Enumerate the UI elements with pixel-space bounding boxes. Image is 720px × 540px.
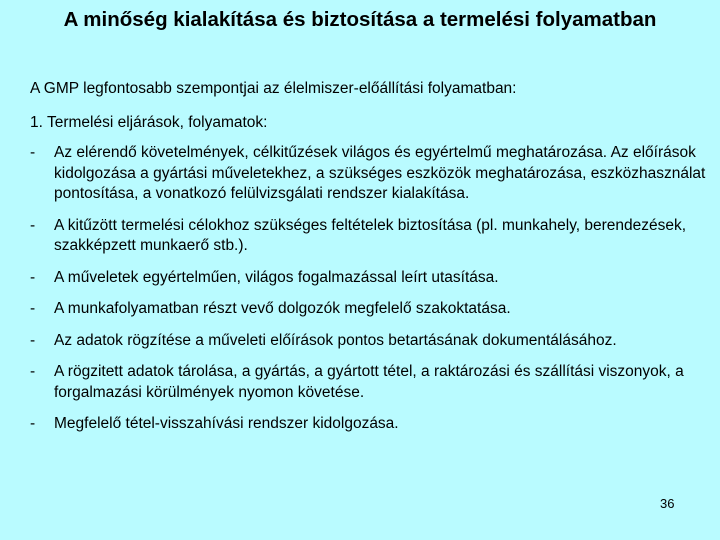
list-item <box>30 143 710 205</box>
bullet-text: Megfelelő tétel-visszahívási rendszer kidolgozása. <box>54 415 399 432</box>
bullet-text: A munkafolyamatban részt vevő dolgozók megfelelő szakoktatása. <box>54 300 511 317</box>
list-item <box>30 362 710 403</box>
list-item <box>30 331 710 352</box>
bullet-text: A kitűzött termelési célokhoz szükséges feltételek biztosítása (pl. munkahely, berendezések, szakképzett munkaerő stb.). <box>54 216 687 254</box>
bullet-text: Az elérendő követelmények, célkitűzések világos és egyértelmű meghatározása. Az előírások kidolgozása a gyártási műveletekhez, a szükséges eszközök meghatározása, eszközhasználat pontosítása, a vonatkozó felülvizsgálati rendszer kialakítása. <box>54 144 706 202</box>
bullet-text: A rögzitett adatok tárolása, a gyártás, a gyártott tétel, a raktározási és szállítási viszonyok, a forgalmazási körülmények nyomon követése. <box>54 363 684 401</box>
bullet-dash: - <box>30 300 36 317</box>
list-item <box>30 414 710 435</box>
list-item <box>30 216 710 257</box>
bullet-dash: - <box>30 415 36 432</box>
bullet-dash: - <box>30 363 36 380</box>
page-number: 36 <box>660 496 675 511</box>
bullet-dash: - <box>30 331 36 349</box>
subtitle: A GMP legfontosabb szempontjai az élelmiszer-előállítási folyamatban: <box>30 80 517 97</box>
bullet-text: A műveletek egyértelműen, világos fogalmazással leírt utasítása. <box>54 268 499 286</box>
bullet-dash: - <box>30 216 36 234</box>
list-item <box>30 268 710 289</box>
bullet-dash: - <box>30 268 36 286</box>
bullet-list <box>30 143 710 435</box>
bullet-dash: - <box>30 144 36 161</box>
bullet-text: Az adatok rögzítése a műveleti előírások pontos betartásának dokumentálásához. <box>54 331 617 349</box>
section-heading: 1. Termelési eljárások, folyamatok: <box>30 114 268 131</box>
list-item <box>30 299 710 320</box>
slide-title: A minőség kialakítása és biztosítása a termelési folyamatban <box>63 8 657 31</box>
